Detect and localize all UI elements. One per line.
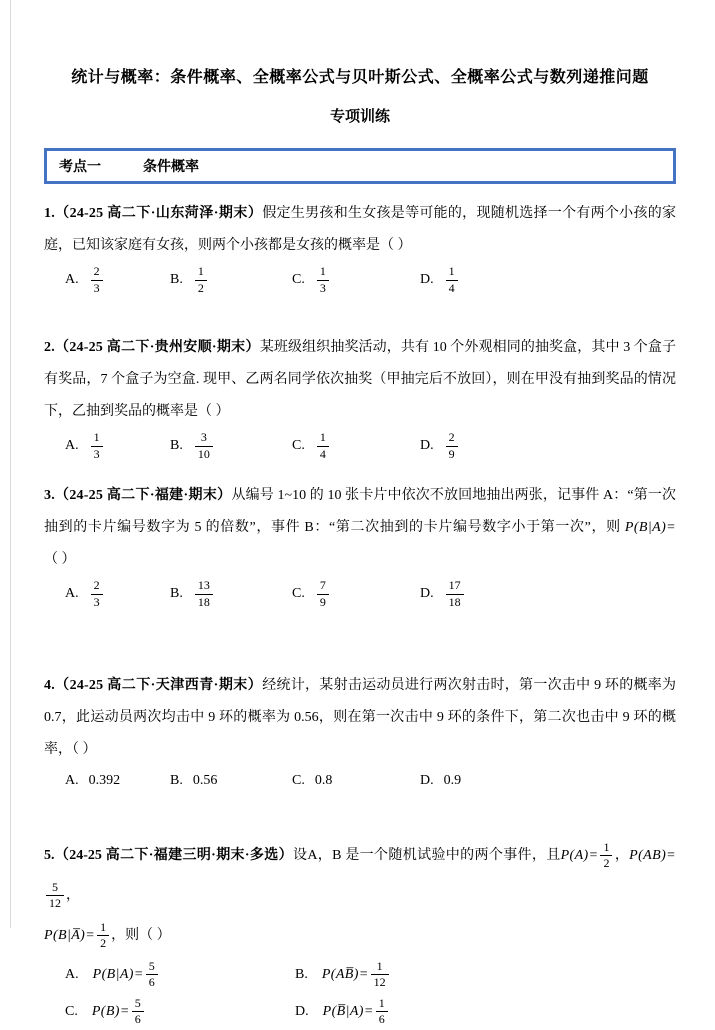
fraction: $\frac{1}{4}$ xyxy=(317,431,329,460)
option-c xyxy=(292,265,420,294)
problem-4 xyxy=(44,670,676,796)
option-b xyxy=(170,265,292,294)
option-label: A. xyxy=(65,773,79,788)
fraction: $\frac{5}{12}$ xyxy=(46,881,64,910)
problem-text: 从编号 1~10 的 10 张卡片中依次不放回地抽出两张，记事件 A：“第一次抽到的卡片编号数字为 5 的倍数”，事件 B：“第二次抽到的卡片编号数字小于第一次”，则 xyxy=(44,488,676,535)
fraction: $\frac{1}{12}$ xyxy=(371,960,389,989)
problem-1 xyxy=(44,198,676,298)
problem-statement xyxy=(44,480,676,576)
option-expression: P(B|A)= xyxy=(92,966,144,982)
problem-statement xyxy=(44,198,676,262)
option-b xyxy=(170,431,292,460)
option-value: 0.8 xyxy=(314,773,333,788)
option-label: B. xyxy=(170,586,183,601)
option-label: B. xyxy=(170,773,183,788)
problem-tag: 3.（24-25 高二下·福建·期末） xyxy=(44,488,232,503)
fraction: $\frac{17}{18}$ xyxy=(446,579,464,608)
separator: ， xyxy=(66,888,80,903)
option-label: C. xyxy=(292,586,305,601)
option-c xyxy=(292,773,420,789)
fraction: $\frac{2}{3}$ xyxy=(91,265,103,294)
options-row xyxy=(44,766,676,796)
fraction: $\frac{3}{10}$ xyxy=(195,431,213,460)
fraction: $\frac{1}{6}$ xyxy=(376,997,388,1026)
option-label: D. xyxy=(420,272,434,287)
options-row xyxy=(44,993,676,1030)
option-label: D. xyxy=(420,438,434,453)
option-label: C. xyxy=(292,773,305,788)
separator: ， xyxy=(614,848,630,863)
option-label: B. xyxy=(170,438,183,453)
options-row xyxy=(44,956,676,993)
problem-3 xyxy=(44,480,676,612)
option-label: D. xyxy=(420,586,434,601)
option-b xyxy=(295,960,676,989)
option-label: B. xyxy=(170,272,183,287)
inline-formula: P(B|A)= xyxy=(624,520,676,535)
options-row xyxy=(44,428,676,464)
options-row xyxy=(44,576,676,612)
option-label: A. xyxy=(65,586,79,601)
option-a xyxy=(65,579,170,608)
option-label: D. xyxy=(295,1003,309,1019)
fraction: $\frac{2}{9}$ xyxy=(446,431,458,460)
option-expression: P(B)= xyxy=(91,1003,130,1019)
fraction: $\frac{5}{6}$ xyxy=(132,997,144,1026)
option-label: C. xyxy=(292,438,305,453)
option-value: 0.392 xyxy=(88,773,121,788)
problem-tag: 1.（24-25 高二下·山东菏泽·期末） xyxy=(44,206,263,221)
option-label: D. xyxy=(420,773,434,788)
problem-2 xyxy=(44,332,676,464)
problem-text: 经统计，某射击运动员进行两次射击时，第一次击中 9 环的概率为 0.7，此运动员两次均击中 9 环的概率为 0.56，则在第一次击中 9 环的条件下，第二次也击中 9 环的概率，（ ） xyxy=(44,678,677,757)
option-label: A. xyxy=(65,438,79,453)
option-d xyxy=(420,773,676,789)
problem-statement xyxy=(44,670,676,766)
option-d xyxy=(420,431,676,460)
option-b xyxy=(170,579,292,608)
option-a xyxy=(65,431,170,460)
inline-formula: P(A)= xyxy=(560,848,599,863)
option-c xyxy=(292,579,420,608)
option-c xyxy=(292,431,420,460)
option-label: A. xyxy=(65,272,79,287)
option-value: 0.56 xyxy=(192,773,218,788)
section-name: 条件概率 xyxy=(143,158,199,174)
problem-5 xyxy=(44,836,676,1030)
fraction: $\frac{2}{3}$ xyxy=(91,579,103,608)
problem-tag: 2.（24-25 高二下·贵州安顺·期末） xyxy=(44,340,260,355)
fraction: $\frac{1}{4}$ xyxy=(446,265,458,294)
fraction: $\frac{5}{6}$ xyxy=(146,960,158,989)
option-expression: P(AB̅)= xyxy=(321,966,369,982)
option-value: 0.9 xyxy=(443,773,462,788)
option-c xyxy=(65,997,295,1026)
option-d xyxy=(420,579,676,608)
option-b xyxy=(170,773,292,789)
page-title: 统计与概率：条件概率、全概率公式与贝叶斯公式、全概率公式与数列递推问题 xyxy=(71,69,649,86)
fraction: $\frac{1}{2}$ xyxy=(97,921,109,950)
inline-formula: P(AB)= xyxy=(629,848,676,863)
section-header-box xyxy=(44,148,676,184)
problem-statement xyxy=(44,332,676,428)
problem-tag: 4.（24-25 高二下·天津西青·期末） xyxy=(44,678,263,693)
problem-text-tail: （ ） xyxy=(44,552,76,567)
options-row xyxy=(44,262,676,298)
fraction: $\frac{7}{9}$ xyxy=(317,579,329,608)
fraction: $\frac{1}{2}$ xyxy=(600,841,612,870)
fraction: $\frac{1}{3}$ xyxy=(91,431,103,460)
problem-text: 设A，B 是一个随机试验中的两个事件，且 xyxy=(292,848,561,863)
section-badge: 考点一 xyxy=(59,158,101,174)
fraction: $\frac{1}{2}$ xyxy=(195,265,207,294)
option-d xyxy=(420,265,676,294)
problem-text: 某班级组织抽奖活动，共有 10 个外观相同的抽奖盒，其中 3 个盒子有奖品，7 个盒子为空盒. 现甲、乙两名同学依次抽奖（甲抽完后不放回），则在甲没有抽到奖品的情况下，乙抽到奖品的概率是（ ） xyxy=(44,340,677,419)
option-a xyxy=(65,960,295,989)
problem-text: 假定生男孩和生女孩是等可能的，现随机选择一个有两个小孩的家庭，已知该家庭有女孩，则两个小孩都是女孩的概率是（ ） xyxy=(44,206,677,253)
option-label: A. xyxy=(65,966,79,982)
page-edge-line xyxy=(10,0,11,928)
option-expression: P(B̅|A)= xyxy=(322,1003,374,1019)
option-a xyxy=(65,265,170,294)
inline-formula: P(B|A̅)= xyxy=(44,928,96,943)
fraction: $\frac{13}{18}$ xyxy=(195,579,213,608)
option-label: C. xyxy=(292,272,305,287)
problem-tag: 5.（24-25 高二下·福建三明·期末·多选） xyxy=(44,848,293,863)
option-label: C. xyxy=(65,1003,78,1019)
option-d xyxy=(295,997,676,1026)
fraction: $\frac{1}{3}$ xyxy=(317,265,329,294)
page-subtitle: 专项训练 xyxy=(329,108,390,125)
option-label: B. xyxy=(295,966,308,982)
problem-statement xyxy=(44,836,676,956)
option-a xyxy=(65,773,170,789)
problem-text-tail: ，则（ ） xyxy=(111,928,171,943)
